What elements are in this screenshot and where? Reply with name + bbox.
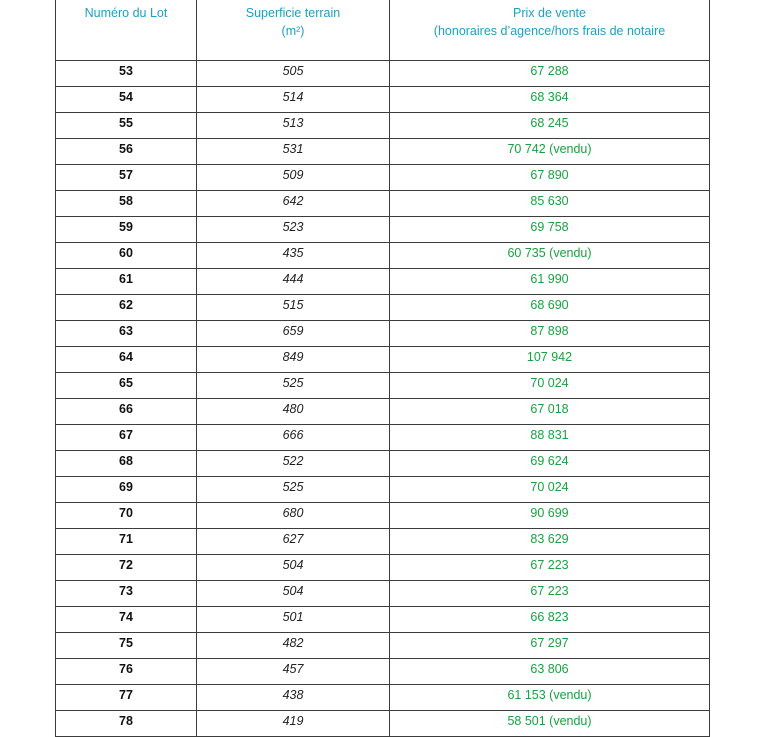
lot-number-cell: 58 xyxy=(56,191,197,217)
sale-price-cell: 70 024 xyxy=(390,373,710,399)
lot-number-cell: 57 xyxy=(56,165,197,191)
sale-price-cell: 70 742 (vendu) xyxy=(390,139,710,165)
table-row xyxy=(56,581,710,607)
land-area-cell: 435 xyxy=(197,243,390,269)
land-area-cell: 419 xyxy=(197,711,390,737)
sale-price-cell: 60 735 (vendu) xyxy=(390,243,710,269)
table-row xyxy=(56,607,710,633)
lot-number-cell: 77 xyxy=(56,685,197,711)
sale-price-cell: 63 806 xyxy=(390,659,710,685)
table-row xyxy=(56,373,710,399)
table-row xyxy=(56,165,710,191)
lot-number-cell: 55 xyxy=(56,113,197,139)
table-row xyxy=(56,347,710,373)
lot-number-cell: 71 xyxy=(56,529,197,555)
table-row xyxy=(56,269,710,295)
sale-price-cell: 69 758 xyxy=(390,217,710,243)
table-row xyxy=(56,425,710,451)
table-row xyxy=(56,451,710,477)
lot-number-cell: 68 xyxy=(56,451,197,477)
lot-number-cell: 67 xyxy=(56,425,197,451)
land-area-cell: 444 xyxy=(197,269,390,295)
table-row xyxy=(56,295,710,321)
sale-price-cell: 67 223 xyxy=(390,581,710,607)
lot-number-cell: 74 xyxy=(56,607,197,633)
land-area-cell: 515 xyxy=(197,295,390,321)
sale-price-cell: 90 699 xyxy=(390,503,710,529)
land-area-cell: 457 xyxy=(197,659,390,685)
land-area-cell: 523 xyxy=(197,217,390,243)
lot-number-cell: 63 xyxy=(56,321,197,347)
header-land-area xyxy=(197,0,390,61)
table-row xyxy=(56,399,710,425)
lot-number-cell: 64 xyxy=(56,347,197,373)
sale-price-cell: 83 629 xyxy=(390,529,710,555)
sale-price-cell: 67 288 xyxy=(390,61,710,87)
land-area-cell: 513 xyxy=(197,113,390,139)
lot-number-cell: 72 xyxy=(56,555,197,581)
lot-number-cell: 62 xyxy=(56,295,197,321)
sale-price-cell: 69 624 xyxy=(390,451,710,477)
lot-number-cell: 78 xyxy=(56,711,197,737)
table-row xyxy=(56,529,710,555)
sale-price-cell: 87 898 xyxy=(390,321,710,347)
table-row xyxy=(56,243,710,269)
land-area-cell: 504 xyxy=(197,555,390,581)
land-area-cell: 680 xyxy=(197,503,390,529)
header-lot-label: Numéro du Lot xyxy=(84,6,168,20)
land-area-cell: 849 xyxy=(197,347,390,373)
lot-number-cell: 66 xyxy=(56,399,197,425)
sale-price-cell: 85 630 xyxy=(390,191,710,217)
lot-number-cell: 75 xyxy=(56,633,197,659)
land-area-cell: 438 xyxy=(197,685,390,711)
land-area-cell: 659 xyxy=(197,321,390,347)
table-row xyxy=(56,321,710,347)
lot-number-cell: 65 xyxy=(56,373,197,399)
header-lot-number xyxy=(56,0,197,61)
sale-price-cell: 61 990 xyxy=(390,269,710,295)
lot-number-cell: 60 xyxy=(56,243,197,269)
lot-number-cell: 73 xyxy=(56,581,197,607)
sale-price-cell: 68 690 xyxy=(390,295,710,321)
table-row xyxy=(56,139,710,165)
sale-price-cell: 61 153 (vendu) xyxy=(390,685,710,711)
land-area-cell: 627 xyxy=(197,529,390,555)
header-sale-price xyxy=(390,0,710,61)
sale-price-cell: 67 890 xyxy=(390,165,710,191)
header-price-note: (honoraires d’agence/hors frais de notaire xyxy=(433,24,666,38)
lot-number-cell: 59 xyxy=(56,217,197,243)
sale-price-cell: 67 223 xyxy=(390,555,710,581)
table-row xyxy=(56,61,710,87)
land-area-cell: 482 xyxy=(197,633,390,659)
table-row xyxy=(56,87,710,113)
sale-price-cell: 68 364 xyxy=(390,87,710,113)
lot-number-cell: 53 xyxy=(56,61,197,87)
header-price-label: Prix de vente xyxy=(513,6,586,20)
lot-number-cell: 54 xyxy=(56,87,197,113)
lot-number-cell: 70 xyxy=(56,503,197,529)
land-area-cell: 504 xyxy=(197,581,390,607)
land-area-cell: 514 xyxy=(197,87,390,113)
sale-price-cell: 68 245 xyxy=(390,113,710,139)
table-row xyxy=(56,555,710,581)
table-row xyxy=(56,685,710,711)
table-row xyxy=(56,503,710,529)
land-area-cell: 525 xyxy=(197,373,390,399)
table-header-row xyxy=(56,0,710,61)
price-list-sheet xyxy=(55,0,709,737)
land-area-cell: 525 xyxy=(197,477,390,503)
land-area-cell: 505 xyxy=(197,61,390,87)
table-row xyxy=(56,191,710,217)
sale-price-cell: 66 823 xyxy=(390,607,710,633)
land-area-cell: 666 xyxy=(197,425,390,451)
table-row xyxy=(56,217,710,243)
sale-price-cell: 107 942 xyxy=(390,347,710,373)
land-area-cell: 501 xyxy=(197,607,390,633)
sale-price-cell: 67 297 xyxy=(390,633,710,659)
land-area-cell: 480 xyxy=(197,399,390,425)
table-row xyxy=(56,659,710,685)
sale-price-cell: 67 018 xyxy=(390,399,710,425)
table-row xyxy=(56,477,710,503)
header-area-label: Superficie terrain xyxy=(245,6,341,20)
land-area-cell: 642 xyxy=(197,191,390,217)
lot-number-cell: 76 xyxy=(56,659,197,685)
lots-table xyxy=(55,0,710,737)
table-row xyxy=(56,711,710,737)
sale-price-cell: 58 501 (vendu) xyxy=(390,711,710,737)
sale-price-cell: 88 831 xyxy=(390,425,710,451)
lot-number-cell: 56 xyxy=(56,139,197,165)
land-area-cell: 531 xyxy=(197,139,390,165)
table-row xyxy=(56,113,710,139)
sale-price-cell: 70 024 xyxy=(390,477,710,503)
header-area-unit: (m²) xyxy=(281,24,305,38)
table-row xyxy=(56,633,710,659)
land-area-cell: 509 xyxy=(197,165,390,191)
lot-number-cell: 69 xyxy=(56,477,197,503)
land-area-cell: 522 xyxy=(197,451,390,477)
lot-number-cell: 61 xyxy=(56,269,197,295)
